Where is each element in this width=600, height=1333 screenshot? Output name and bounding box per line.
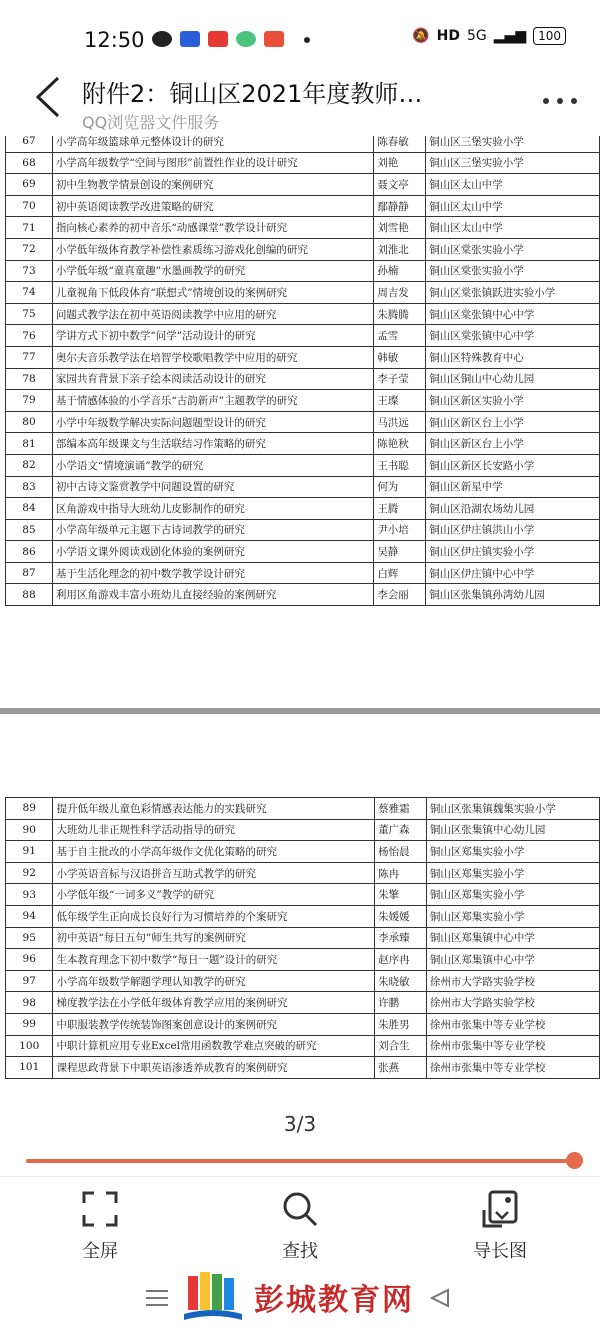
author-name: 白辉	[374, 562, 426, 584]
project-title: 低年级学生正向成长良好行为习惯培养的个案研究	[53, 905, 375, 927]
school-name: 铜山区太山中学	[426, 217, 600, 239]
table-row	[6, 992, 600, 1014]
project-title: 小学高年级数学解题学理认知教学的研究	[53, 970, 375, 992]
author-name: 尹小培	[374, 519, 426, 541]
project-title: 初中生物教学情景创设的案例研究	[52, 174, 373, 196]
table-row	[6, 798, 600, 820]
row-number: 94	[6, 905, 53, 927]
phone-app-icon	[236, 31, 256, 47]
project-title: 基于情感体验的小学音乐“古韵新声”主题教学的研究	[52, 390, 373, 412]
status-time: 12:50	[84, 28, 145, 52]
table-row	[6, 390, 600, 412]
project-title: 初中古诗文鉴赏教学中问题设置的研究	[52, 476, 373, 498]
app-orange-icon	[264, 31, 284, 47]
table-row	[6, 949, 600, 971]
search-icon	[281, 1190, 319, 1228]
row-number: 83	[6, 476, 53, 498]
table-row	[6, 411, 600, 433]
row-number: 95	[6, 927, 53, 949]
school-name: 铜山区张集镇中心幼儿园	[426, 819, 599, 841]
find-button[interactable]	[240, 1189, 360, 1263]
author-name: 朱胜男	[375, 1013, 427, 1035]
school-name: 铜山区沿湖农场幼儿园	[426, 498, 600, 520]
app-red-icon	[208, 31, 228, 47]
school-name: 铜山区郑集实验小学	[426, 884, 599, 906]
row-number: 88	[6, 584, 53, 606]
back-button[interactable]	[32, 74, 62, 128]
row-number: 93	[6, 884, 53, 906]
author-name: 鄢静静	[374, 195, 426, 217]
table-row	[6, 970, 600, 992]
page-title: 附件2：铜山区2021年度教师…	[82, 80, 423, 108]
project-title: 基于生活化理念的初中数学教学设计研究	[52, 562, 373, 584]
author-name: 刘艳	[374, 152, 426, 174]
table-row	[6, 584, 600, 606]
author-name: 刘雪艳	[374, 217, 426, 239]
row-number: 81	[6, 433, 53, 455]
row-number: 96	[6, 949, 53, 971]
author-name: 张燕	[375, 1057, 427, 1079]
find-label: 查找	[282, 1241, 318, 1262]
school-name: 铜山区张集镇孙湾幼儿园	[426, 584, 600, 606]
project-title: 提升低年级儿童色彩情感表达能力的实践研究	[53, 798, 375, 820]
school-name: 铜山区太山中学	[426, 195, 600, 217]
more-icon	[542, 96, 578, 106]
page-slider-handle[interactable]	[566, 1152, 583, 1169]
school-name: 徐州市大学路实验学校	[426, 970, 599, 992]
author-name: 聂文亭	[374, 174, 426, 196]
school-name: 铜山区新区台上小学	[426, 433, 600, 455]
table-row	[6, 541, 600, 563]
project-title: 区角游戏中指导大班幼儿皮影制作的研究	[52, 498, 373, 520]
school-name: 徐州市张集中等专业学校	[426, 1057, 599, 1079]
table-row	[6, 884, 600, 906]
row-number: 69	[6, 174, 53, 196]
export-long-image-label: 导长图	[473, 1241, 527, 1262]
table-row	[6, 927, 600, 949]
project-title: 小学低年级“一词多义”教学的研究	[53, 884, 375, 906]
school-name: 铜山区棠张镇中心中学	[426, 325, 600, 347]
author-name: 董广森	[375, 819, 427, 841]
mute-bell-icon: 🔕	[412, 28, 430, 44]
school-name: 铜山区三堡实验小学	[426, 152, 600, 174]
school-name: 铜山区铜山中心幼儿园	[426, 368, 600, 390]
school-name: 铜山区三堡实验小学	[426, 136, 600, 152]
table-row	[6, 862, 600, 884]
table-row	[6, 1013, 600, 1035]
school-name: 徐州市张集中等专业学校	[426, 1035, 599, 1057]
author-name: 何为	[374, 476, 426, 498]
school-name: 铜山区特殊教育中心	[426, 346, 600, 368]
row-number: 80	[6, 411, 53, 433]
watermark-text: 彭城教育网	[254, 1283, 414, 1318]
author-name: 赵序冉	[375, 949, 427, 971]
school-name: 铜山区新区长安路小学	[426, 454, 600, 476]
row-number: 87	[6, 562, 53, 584]
table-row	[6, 1057, 600, 1079]
table-row	[6, 238, 600, 260]
row-number: 97	[6, 970, 53, 992]
table-row	[6, 282, 600, 304]
project-title: 小学低年级体育教学补偿性素质练习游戏化创编的研究	[52, 238, 373, 260]
school-name: 铜山区郑集实验小学	[426, 905, 599, 927]
row-number: 73	[6, 260, 53, 282]
project-title: 学讲方式下初中数学“问学”活动设计的研究	[52, 325, 373, 347]
project-title: 小学高年级数学“空间与图形”前置性作业的设计研究	[52, 152, 373, 174]
long-image-icon	[482, 1190, 518, 1228]
school-name: 铜山区伊庄镇实验小学	[426, 541, 600, 563]
school-name: 铜山区郑集实验小学	[426, 862, 599, 884]
hd-badge: HD	[436, 28, 461, 44]
author-name: 王腾	[374, 498, 426, 520]
status-right	[412, 27, 566, 45]
author-name: 吴静	[374, 541, 426, 563]
table-row	[6, 368, 600, 390]
author-name: 孙楠	[374, 260, 426, 282]
project-title: 家园共育背景下亲子绘本阅读活动设计的研究	[52, 368, 373, 390]
project-title: 小学英语音标与汉语拼音互助式教学的研究	[53, 862, 375, 884]
author-name: 陈冉	[375, 862, 427, 884]
school-name: 铜山区新区台上小学	[426, 411, 600, 433]
school-name: 铜山区郑集镇中心中学	[426, 927, 599, 949]
school-name: 铜山区棠张实验小学	[426, 260, 600, 282]
page-subtitle: QQ浏览器文件服务	[82, 113, 220, 132]
author-name: 刘淮北	[374, 238, 426, 260]
table-row	[6, 562, 600, 584]
school-name: 铜山区新星中学	[426, 476, 600, 498]
project-title: 梯度教学法在小学低年级体育教学应用的案例研究	[53, 992, 375, 1014]
row-number: 98	[6, 992, 53, 1014]
row-number: 92	[6, 862, 53, 884]
row-number: 86	[6, 541, 53, 563]
author-name: 朱媛媛	[375, 905, 427, 927]
row-number: 89	[6, 798, 53, 820]
fullscreen-icon	[82, 1191, 118, 1227]
project-title: 小学高年级篮球单元整体设计的研究	[52, 136, 373, 152]
table-row	[6, 498, 600, 520]
project-title: 基于自主批改的小学高年级作文优化策略的研究	[53, 841, 375, 863]
battery-indicator: 100	[533, 27, 566, 45]
author-name: 陈艳秋	[374, 433, 426, 455]
row-number: 76	[6, 325, 53, 347]
row-number: 70	[6, 195, 53, 217]
fullscreen-button[interactable]	[40, 1189, 160, 1263]
baidu-icon	[180, 31, 200, 47]
project-title: 利用区角游戏丰富小班幼儿直接经验的案例研究	[52, 584, 373, 606]
author-name: 陈春敏	[374, 136, 426, 152]
author-name: 朱擎	[375, 884, 427, 906]
project-title: 儿童视角下低段体育“联想式”情境创设的案例研究	[52, 282, 373, 304]
row-number: 67	[6, 136, 53, 152]
results-table-page-3	[5, 797, 600, 1079]
school-name: 铜山区伊庄镇洪山小学	[426, 519, 600, 541]
school-name: 铜山区棠张实验小学	[426, 238, 600, 260]
author-name: 杨怡晨	[375, 841, 427, 863]
school-name: 铜山区棠张镇中心中学	[426, 303, 600, 325]
row-number: 74	[6, 282, 53, 304]
project-title: 指向核心素养的初中音乐“动感课堂”教学设计研究	[52, 217, 373, 239]
project-title: 小学中年级数学解决实际问题题型设计的研究	[52, 411, 373, 433]
author-name: 王书聪	[374, 454, 426, 476]
author-name: 马洪远	[374, 411, 426, 433]
export-long-image-button[interactable]	[440, 1189, 560, 1263]
author-name: 刘合生	[375, 1035, 427, 1057]
table-row	[6, 346, 600, 368]
wechat-icon	[152, 31, 172, 47]
table-row	[6, 819, 600, 841]
table-row	[6, 195, 600, 217]
school-name: 铜山区郑集实验小学	[426, 841, 599, 863]
author-name: 孟雪	[374, 325, 426, 347]
table-row	[6, 174, 600, 196]
results-table-page-2	[5, 136, 600, 606]
row-number: 71	[6, 217, 53, 239]
status-bar	[0, 0, 600, 70]
table-row	[6, 152, 600, 174]
school-name: 铜山区棠张镇跃进实验小学	[426, 282, 600, 304]
project-title: 问题式教学法在初中英语阅读教学中应用的研究	[52, 303, 373, 325]
row-number: 100	[6, 1035, 53, 1057]
table-row	[6, 260, 600, 282]
project-title: 小学语文“情境演诵”教学的研究	[52, 454, 373, 476]
row-number: 101	[6, 1057, 53, 1079]
watermark	[182, 1270, 414, 1324]
author-name: 许鹏	[375, 992, 427, 1014]
project-title: 课程思政背景下中职英语渗透养成教育的案例研究	[53, 1057, 375, 1079]
school-name: 铜山区郑集镇中心中学	[426, 949, 599, 971]
document-page-3	[0, 708, 600, 1148]
table-row	[6, 433, 600, 455]
row-number: 85	[6, 519, 53, 541]
school-name: 徐州市张集中等专业学校	[426, 1013, 599, 1035]
author-name: 李子莹	[374, 368, 426, 390]
row-number: 82	[6, 454, 53, 476]
project-title: 小学低年级“童真童趣”水墨画教学的研究	[52, 260, 373, 282]
table-row	[6, 841, 600, 863]
table-row	[6, 303, 600, 325]
table-row	[6, 519, 600, 541]
row-number: 75	[6, 303, 53, 325]
row-number: 72	[6, 238, 53, 260]
project-title: 大班幼儿非正规性科学活动指导的研究	[53, 819, 375, 841]
project-title: 部编本高年级课文与生活联结习作策略的研究	[52, 433, 373, 455]
table-row	[6, 905, 600, 927]
table-row	[6, 217, 600, 239]
author-name: 王璨	[374, 390, 426, 412]
table-row	[6, 476, 600, 498]
chevron-left-icon	[32, 74, 62, 120]
author-name: 李会丽	[374, 584, 426, 606]
school-name: 徐州市大学路实验学校	[426, 992, 599, 1014]
author-name: 朱腾腾	[374, 303, 426, 325]
row-number: 91	[6, 841, 53, 863]
author-name: 周吉发	[374, 282, 426, 304]
row-number: 99	[6, 1013, 53, 1035]
menu-icon[interactable]	[146, 1288, 168, 1313]
row-number: 77	[6, 346, 53, 368]
table-row	[6, 454, 600, 476]
bottom-toolbar	[0, 1176, 600, 1267]
project-title: 初中英语阅读教学改进策略的研究	[52, 195, 373, 217]
more-button[interactable]	[542, 80, 578, 113]
school-name: 铜山区新区实验小学	[426, 390, 600, 412]
project-title: 生本教育理念下初中数学“每日一题”设计的研究	[53, 949, 375, 971]
project-title: 初中英语“每日五句”师生共写的案例研究	[53, 927, 375, 949]
school-name: 铜山区张集镇魏集实验小学	[426, 798, 599, 820]
page-indicator: 3/3	[283, 1112, 317, 1136]
author-name: 韩敏	[374, 346, 426, 368]
row-number: 90	[6, 819, 53, 841]
row-number: 84	[6, 498, 53, 520]
network-label: 5G	[467, 28, 487, 44]
author-name: 朱晓敏	[375, 970, 427, 992]
notification-dot-icon	[304, 37, 310, 43]
school-name: 铜山区太山中学	[426, 174, 600, 196]
app-header	[0, 70, 600, 136]
table-row	[6, 325, 600, 347]
project-title: 小学高年级单元主题下古诗词教学的研究	[52, 519, 373, 541]
table-row	[6, 136, 600, 152]
row-number: 78	[6, 368, 53, 390]
project-title: 中职计算机应用专业Excel常用函数教学难点突破的研究	[53, 1035, 375, 1057]
fullscreen-label: 全屏	[82, 1241, 118, 1262]
row-number: 68	[6, 152, 53, 174]
table-row	[6, 1035, 600, 1057]
page-slider-track[interactable]	[26, 1159, 574, 1163]
document-page-2	[0, 136, 600, 714]
row-number: 79	[6, 390, 53, 412]
author-name: 李承臻	[375, 927, 427, 949]
project-title: 小学语文课外阅读戏剧化体验的案例研究	[52, 541, 373, 563]
project-title: 奥尔夫音乐教学法在培智学校歌唱教学中应用的研究	[52, 346, 373, 368]
project-title: 中职服装教学传统装饰图案创意设计的案例研究	[53, 1013, 375, 1035]
school-name: 铜山区伊庄镇中心中学	[426, 562, 600, 584]
author-name: 蔡雅霜	[375, 798, 427, 820]
books-logo-icon	[182, 1270, 244, 1324]
signal-icon: ▂▄▆	[493, 28, 527, 44]
nav-back-icon[interactable]	[430, 1288, 450, 1314]
document-viewer[interactable]	[0, 136, 600, 1148]
